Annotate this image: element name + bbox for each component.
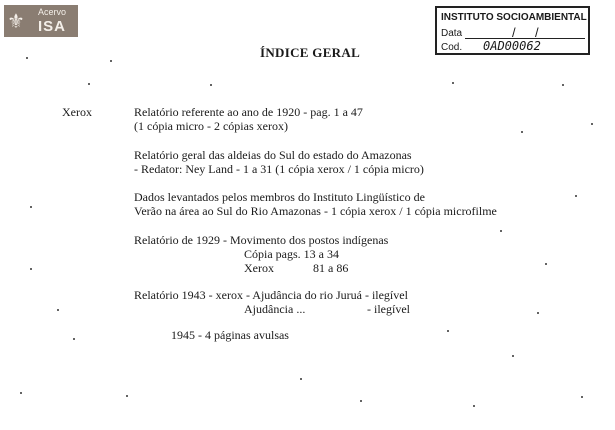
scan-speck [500,230,502,232]
entry-line: 1945 - 4 páginas avulsas [171,328,289,342]
scan-speck [473,405,475,407]
entry-line: Relatório 1943 - xerox - Ajudância do rio Juruá - ilegível [134,288,408,302]
entry-line: - Redator: Ney Land - 1 a 31 (1 cópia xerox / 1 cópia micro) [134,162,424,176]
institute-stamp [435,6,590,55]
index-entry [134,288,410,316]
scan-speck [575,195,577,197]
sub-row-key: Xerox [244,261,274,275]
stamp-date-separator: / [535,25,539,40]
scan-speck [537,312,539,314]
scan-speck [210,84,212,86]
entry-line: Relatório geral das aldeias do Sul do estado do Amazonas [134,148,412,162]
stamp-institute-name: INSTITUTO SOCIOAMBIENTAL [441,12,587,23]
entry-sub-row [134,302,410,316]
entry-line: Dados levantados pelos membros do Instituto Lingüístico de [134,190,425,204]
scan-speck [512,355,514,357]
index-entry [134,233,388,275]
page-title: ÍNDICE GERAL [260,45,361,60]
stamp-date-separator: / [512,25,516,40]
entry-sub-row [134,247,388,261]
stamp-handwritten-code: 0AD00062 [483,39,541,53]
category-label: Xerox [62,105,92,119]
index-entry [134,148,424,176]
scan-speck [110,60,112,62]
sub-row-key: Cópia pags. 13 a 34 [244,247,339,261]
scan-speck [447,330,449,332]
scan-speck [591,123,593,125]
entry-line: Relatório referente ao ano de 1920 - pag. 1 a 47 [134,105,363,119]
scan-speck [545,263,547,265]
logo-acervo-text: Acervo [38,7,67,17]
index-entry [134,190,497,218]
stamp-data-label: Data [441,28,463,39]
scan-speck [30,268,32,270]
scan-speck [300,378,302,380]
scan-speck [20,392,22,394]
scan-speck [26,57,28,59]
scan-speck [30,206,32,208]
logo-isa-text: ISA [38,18,67,35]
entry-sub-row [134,261,388,275]
scan-speck [581,396,583,398]
index-entry [171,328,289,342]
entry-line: Relatório de 1929 - Movimento dos postos indígenas [134,233,389,247]
scan-speck [360,400,362,402]
index-entry [134,105,363,133]
scan-speck [452,82,454,84]
sub-row-key: Ajudância ... [244,302,306,316]
stamp-cod-label: Cod. [441,42,463,53]
scan-speck [73,338,75,340]
sub-row-value: 81 a 86 [313,261,349,275]
scan-speck [521,131,523,133]
scan-speck [126,395,128,397]
scan-speck [562,84,564,86]
sub-row-value: - ilegível [367,302,410,316]
logo-mark-icon: ⚜ [7,9,25,33]
acervo-isa-logo [4,5,78,37]
entry-line: Verão na área ao Sul do Rio Amazonas - 1 cópia xerox / 1 cópia microfilme [134,204,497,218]
scan-speck [88,83,90,85]
entry-line: (1 cópia micro - 2 cópias xerox) [134,119,288,133]
scan-speck [57,309,59,311]
